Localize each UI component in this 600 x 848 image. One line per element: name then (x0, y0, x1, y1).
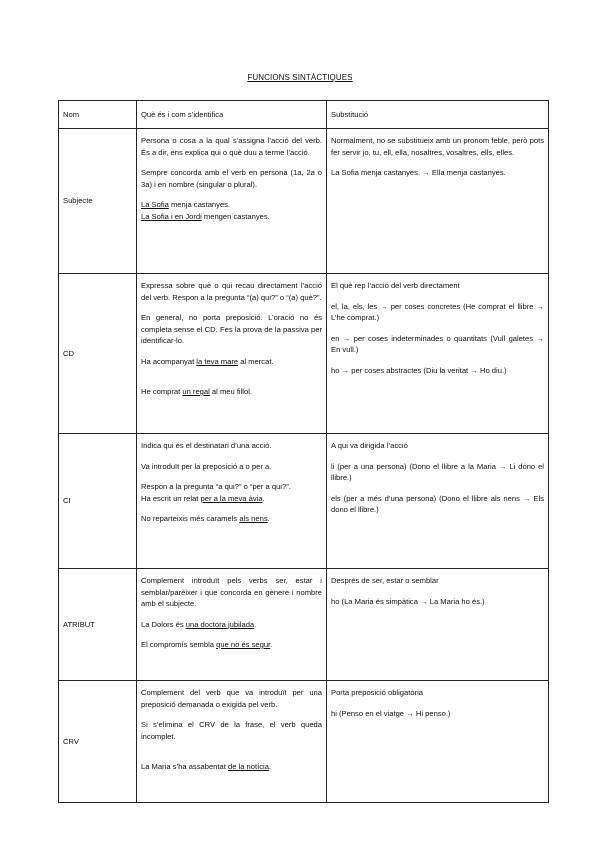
table-row (59, 129, 549, 274)
table-header-row (59, 101, 549, 129)
row-identify (137, 274, 327, 434)
header-identify: Què és i com s’identifica (137, 101, 327, 129)
row-name: CRV (59, 681, 137, 803)
row-identify (137, 681, 327, 803)
example-highlight: la teva mare (196, 356, 239, 366)
example (141, 356, 322, 368)
description: el, la, els, les → per coses concretes (He comprat el llibre → L’he comprat.) (331, 301, 544, 322)
table-row (59, 681, 549, 803)
description: ho (La Maria és simpàtica → La Maria ho és.) (331, 596, 485, 606)
example (141, 761, 322, 773)
example-highlight: un regal (182, 387, 210, 396)
description: Respon a la pregunta “a qui?” o “per a qui?”. (141, 482, 291, 491)
description: els (per a més d’una persona) (Dono el llibre als nens → Els dono el llibre.) (331, 493, 544, 514)
description: Sempre concorda amb el verb en persona (1a, 2a o 3a) i en nombre (singular o plural). (141, 168, 322, 189)
description: li (per a una persona) (Dono el llibre a la Maria → Li dono el llibre.) (331, 461, 544, 482)
example-text: . (262, 493, 265, 503)
example-highlight: als nens (239, 514, 268, 523)
example-text: No reparteixis més caramels (141, 514, 240, 523)
row-name: ATRIBUT (59, 569, 137, 681)
example (141, 639, 322, 651)
example (141, 211, 322, 223)
description: Porta preposició obligatòria (331, 688, 424, 697)
row-identify (137, 129, 327, 274)
description: Després de ser, estar o semblar (331, 576, 439, 585)
example-highlight: La Sofia i en Jordi (141, 211, 202, 221)
example-text: . (254, 619, 257, 629)
description: Si s’elimina el CRV de la frase, el verb queda incomplet. (141, 720, 322, 741)
row-substitution (327, 129, 549, 274)
row-name: Subjecte (59, 129, 137, 274)
header-substitution: Substitució (327, 101, 549, 129)
example-text: mengen castanyes. (201, 211, 270, 221)
example (141, 619, 322, 631)
example-highlight: una doctora jubilada (185, 619, 255, 629)
description: A qui va dirigida l’acció (331, 441, 408, 450)
row-substitution (327, 274, 549, 434)
description: Persona o cosa a la qual s’assigna l’acció del verb. És a dir, ens explica qui o què duu a terme l’acció. (141, 136, 322, 157)
syntactic-functions-table (58, 100, 549, 803)
description: El què rep l’acció del verb directament (331, 281, 460, 290)
example-text: La Maria s’ha assabentat (141, 762, 228, 771)
example-highlight: de la notícia (227, 762, 269, 771)
row-substitution (327, 569, 549, 681)
row-identify (137, 569, 327, 681)
row-name: CI (59, 434, 137, 569)
description: Va introduït per la preposició a o per a. (141, 461, 272, 471)
example-highlight: per a la meva àvia (200, 493, 263, 503)
example (141, 493, 322, 505)
example-highlight: que no és segur (216, 640, 271, 649)
row-substitution (327, 681, 549, 803)
row-substitution (327, 434, 549, 569)
header-name: Nom (59, 101, 137, 129)
example (141, 513, 322, 525)
description: Normalment, no se substitueix amb un pronom feble, però pots fer servir jo, tu, ell, ella, nosaltres, vosaltres, ells, elles. (331, 136, 544, 157)
example-text: La Dolors és (141, 619, 186, 629)
example-text: menja castanyes. (168, 200, 231, 209)
row-name: CD (59, 274, 137, 434)
row-identify (137, 434, 327, 569)
example-text: Ha acompanyat (141, 356, 197, 366)
description: Indica qui és el destinatari d’una acció. (141, 441, 272, 450)
example-text: . (267, 514, 270, 523)
example-text: al meu fillol. (209, 387, 253, 396)
description: ho → per coses abstractes (Diu la veritat → Ho diu.) (331, 365, 507, 375)
example-text: El compromís sembla (141, 640, 217, 649)
example-highlight: La Sofia (141, 200, 169, 209)
description: Complement introduït pels verbs ser, estar i semblar/parèixer i que concorda en gènere i nombre amb el subjecte. (141, 576, 322, 608)
description: Complement del verb que va introduït per una preposició demanada o exigida pel verb. (141, 688, 322, 709)
table-row (59, 569, 549, 681)
example-text: He comprat (141, 387, 183, 396)
example-text: al mercat. (238, 356, 274, 366)
description: en → per coses indeterminades o quantitats (Vull galetes → En vull.) (331, 333, 544, 354)
example-text: Ha escrit un relat (141, 493, 201, 503)
table-row (59, 434, 549, 569)
description: hi (Penso en el viatge → Hi penso.) (331, 708, 451, 718)
example (141, 199, 322, 211)
example-text: . (270, 640, 273, 649)
page-title: FUNCIONS SINTÀCTIQUES (247, 73, 353, 82)
example-text: . (268, 762, 272, 771)
table-row (59, 274, 549, 434)
description: La Sofia menja castanyes. → Ella menja castanyes. (331, 168, 506, 177)
description: Expressa sobre què o qui recau directament l’acció del verb. Respon a la pregunta “(a) qui?” o “(a) què?”. (141, 281, 322, 302)
description: En general, no porta preposició. L’oració no és completa sense el CD. Fes la prova de la passiva per identificar-lo. (141, 313, 322, 345)
example (141, 386, 322, 398)
